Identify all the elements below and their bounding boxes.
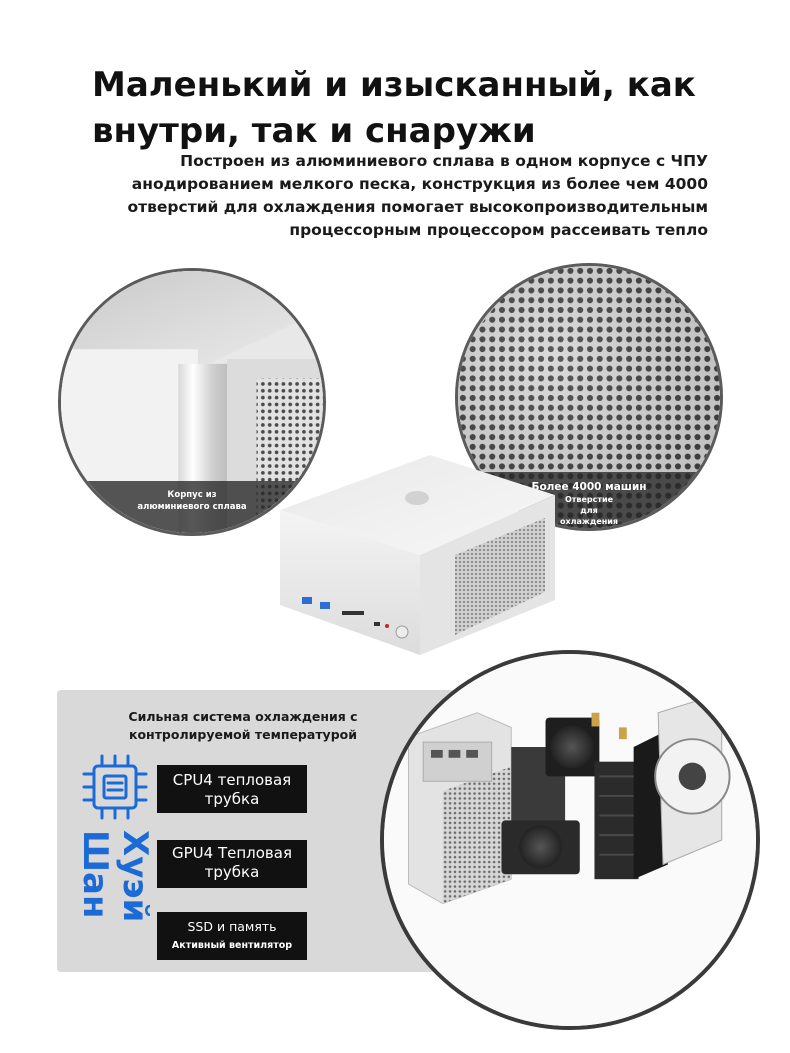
cooling-title-line-2: контролируемой температурой (128, 727, 357, 742)
exploded-view-zoom (380, 650, 760, 1030)
spec-cpu-line-2: трубка (204, 790, 260, 808)
spec-ssd-line-2: Активный вентилятор (171, 940, 293, 951)
aluminum-caption-line-2: алюминиевого сплава (137, 502, 247, 512)
headline-line-1: Маленький и изысканный, как (92, 65, 696, 105)
spec-ssd-line-1: SSD и память (187, 919, 277, 934)
spec-cpu-line-1: CPU4 тепловая (172, 771, 292, 789)
brand-logo-text (66, 830, 156, 923)
headline (92, 62, 732, 154)
headline-line-2: внутри, так и снаружи (92, 111, 536, 151)
spec-ssd-fan (157, 912, 307, 960)
spec-gpu-line-2: трубка (204, 863, 260, 881)
spec-gpu-heatpipe (157, 840, 307, 888)
mini-pc-image (270, 440, 570, 670)
description-line-2: анодированием мелкого песка, конструкция из более чем 4000 (131, 175, 708, 193)
vent-holes-caption-title: Более 4000 машин (531, 481, 647, 493)
processor-chip-icon (80, 752, 150, 822)
aluminum-caption-line-1: Корпус из (167, 490, 217, 500)
description-line-3: отверстий для охлаждения помогает высокопроизводительным (127, 198, 708, 216)
vent-holes-caption-line-2: для (580, 506, 598, 515)
vent-holes-caption-line-3: охлаждения (559, 517, 619, 526)
spec-cpu-heatpipe (157, 765, 307, 813)
description (68, 150, 708, 242)
brand-line-2: Шан (75, 830, 115, 919)
description-line-4: процессорным процессором рассеивать тепло (289, 221, 708, 239)
exploded-components-illustration (384, 654, 756, 1026)
description-line-1: Построен из алюминиевого сплава в одном корпусе с ЧПУ (180, 152, 708, 170)
cooling-title-line-1: Сильная система охлаждения с (128, 709, 358, 724)
cooling-title (98, 708, 388, 744)
vent-holes-caption-line-1: Отверстие (564, 495, 614, 504)
brand-line-1: Хуэй (115, 830, 155, 923)
spec-gpu-line-1: GPU4 Тепловая (172, 844, 292, 862)
